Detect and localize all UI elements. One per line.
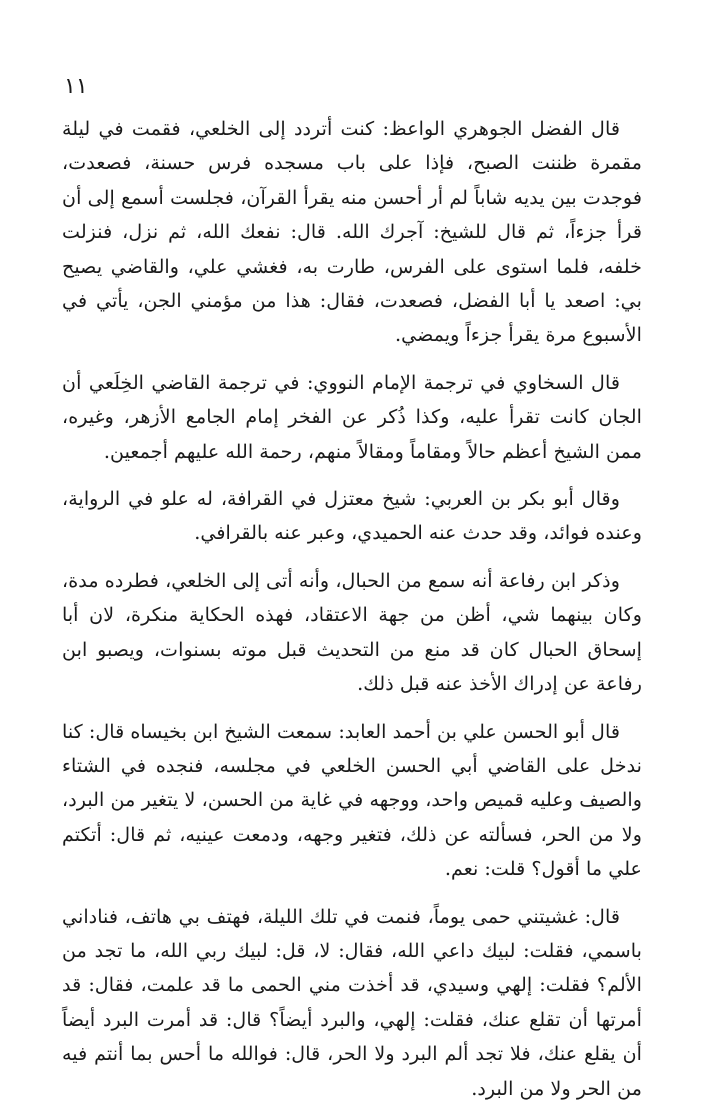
- paragraph-fadl-jawhari: قال الفضل الجوهري الواعظ: كنت أتردد إلى الخلعي، فقمت في ليلة مقمرة ظننت الصبح، فإذا على باب مسجده فرس حسنة، فصعدت، فوجدت بين يديه شاباً لم أر أحسن منه يقرأ القرآن، فجلست أسمع إلى أن قرأ جزءاً، ثم قال للشيخ: آجرك الله. قال: نفعك الله، ثم نزل، فنزلت خلفه، فلما استوى على الفرس، طارت به، فغشي علي، والقاضي يصيح بي: اصعد يا أبا الفضل، فصعدت، فقال: هذا من مؤمني الجن، يأتي في الأسبوع مرة يقرأ جزءاً ويمضي.: [62, 117, 642, 347]
- paragraph-sakhawi: قال السخاوي في ترجمة الإمام النووي: في ترجمة القاضي الخِلَعي أن الجان كانت تقرأ عليه، وكذا ذُكر عن الفخر إمام الجامع الأزهر، وغيره، ممن الشيخ أعظم حالاً ومقاماً ومقالاً منهم، رحمة الله عليهم أجمعين.: [62, 370, 642, 463]
- page-number: ١١: [64, 74, 88, 99]
- body-text: [62, 112, 642, 1106]
- paragraph-abu-hasan-abid: قال أبو الحسن علي بن أحمد العابد: سمعت الشيخ ابن بخيساه قال: كنا ندخل على القاضي أبي الحسن الخلعي في مجلسه، فنجده في الشتاء والصيف وعليه قميص واحد، ووجهه في غاية من الحسن، لا يتغير من البرد، ولا من الحر، فسألته عن ذلك، فتغير وجهه، ودمعت عينيه، ثم قال: أتكتم علي ما أقول؟ قلت: نعم.: [61, 719, 642, 881]
- paragraph-ibn-rifaa: وذكر ابن رفاعة أنه سمع من الحبال، وأنه أتى إلى الخلعي، فطرده مدة، وكان بينهما شي، أظن من جهة الاعتقاد، فهذه الحكاية منكرة، لان أبا إسحاق الحبال كان قد منع من التحديث قبل موته بسنوات، ويصبو ابن رفاعة عن إدراك الأخذ عنه قبل ذلك.: [62, 568, 642, 696]
- paragraph-ibn-arabi: وقال أبو بكر بن العربي: شيخ معتزل في القرافة، له علو في الرواية، وعنده فوائد، وقد حدث عنه الحميدي، وعبر عنه بالقرافي.: [62, 487, 642, 545]
- paragraph-fever-story: قال: غشيتني حمى يوماً، فنمت في تلك الليلة، فهتف بي هاتف، فناداني باسمي، فقلت: لبيك داعي الله، فقال: لا، قل: لبيك ربي الله، ما تجد من الألم؟ فقلت: إلهي وسيدي، قد أخذت مني الحمى ما قد علمت، فقال: قد أمرتها أن تقلع عنك، فقلت: إلهي، والبرد أيضاً؟ قال: قد أمرت البرد أيضاً أن يقلع عنك، فلا تجد ألم البرد ولا الحر، قال: فوالله ما أحس بما أنتم فيه من الحر ولا من البرد.: [62, 904, 642, 1100]
